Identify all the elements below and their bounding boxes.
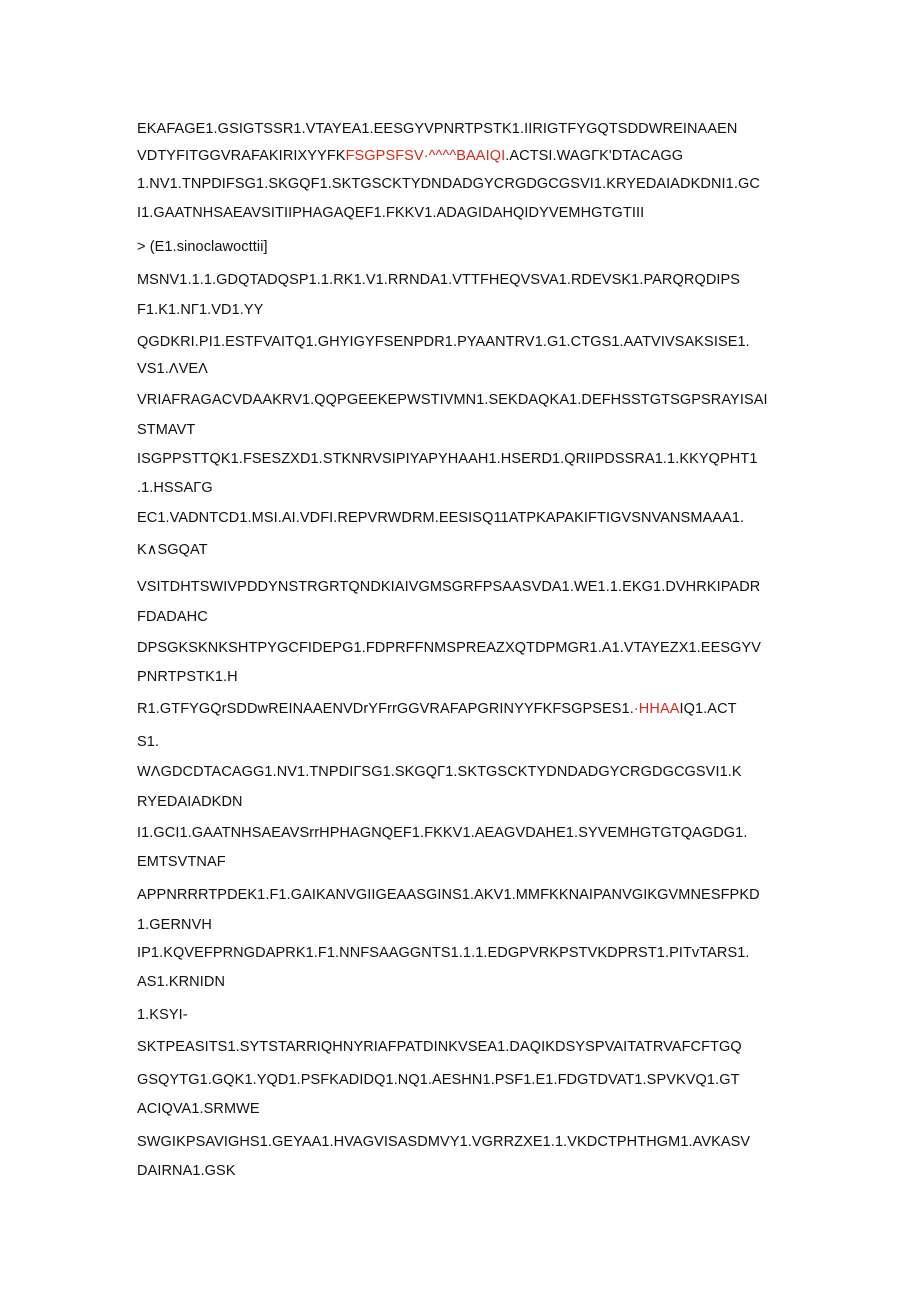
text-line: DAIRNA1.GSK — [137, 1163, 236, 1179]
text-segment: VDTYFITGGVRAFAKIRIXYYFK — [137, 148, 346, 164]
text-line: EKAFAGE1.GSIGTSSR1.VTAYEA1.EESGYVPNRTPSTK1.IIRIGTFYGQTSDDWREINAAEN — [137, 121, 738, 137]
text-line: I1.GAATNHSAEAVSITIIPHAGAQEF1.FKKV1.ADAGIDAHQIDYVEMHGTGTIII — [137, 205, 645, 221]
text-line: APPNRRRTPDEK1.F1.GAIKANVGIIGEAASGINS1.AKV1.MMFKKNAIPANVGIKGVMNESFPKD — [137, 887, 760, 903]
text-line — [137, 147, 797, 165]
text-line: I1.GCI1.GAATNHSAEAVSrrHPHAGNQEF1.FKKV1.AEAGVDAHE1.SYVEMHGTGTQAGDG1. — [137, 825, 748, 841]
text-line: STMAVT — [137, 422, 196, 438]
text-line: VSITDHTSWIVPDDYNSTRGRTQNDKIAIVGMSGRFPSAASVDA1.WE1.1.EKG1.DVHRKIPADR — [137, 579, 761, 595]
text-line: EC1.VADNTCD1.MSI.AI.VDFI.REPVRWDRM.EESISQ11ATPKAPAKIFTIGVSNVANSMAAA1. — [137, 510, 745, 526]
text-line: ACIQVA1.SRMWE — [137, 1101, 260, 1117]
text-line: IP1.KQVEFPRNGDAPRK1.F1.NNFSAAGGNTS1.1.1.EDGPVRKPSTVKDPRST1.PITvTARS1. — [137, 945, 750, 961]
text-line: 1.GERNVH — [137, 917, 212, 933]
text-line: WΛGDCDTACAGG1.NV1.TNPDIΓSG1.SKGQΓ1.SKTGSCKTYDNDADGYCRGDGCGSVI1.K — [137, 764, 742, 780]
text-line: VRIAFRAGACVDAAKRV1.QQPGEEKEPWSTIVMN1.SEKDAQKA1.DEFHSSTGTSGPSRAYISAI — [137, 392, 768, 408]
text-line: 1.KSYI- — [137, 1007, 188, 1023]
text-line: GSQYTG1.GQK1.YQD1.PSFKADIDQ1.NQ1.AESHN1.PSF1.E1.FDGTDVAT1.SPVKVQ1.GT — [137, 1072, 740, 1088]
text-segment: R1.GTFYGQrSDDwREINAAENVDrYFrrGGVRAFAPGRINYYFKFSGPSES1. — [137, 701, 634, 717]
text-line: > (E1.sinoclawocttii] — [137, 239, 268, 255]
text-line: MSNV1.1.1.GDQTADQSP1.1.RK1.V1.RRNDA1.VTTFHEQVSVA1.RDEVSK1.PARQRQDIPS — [137, 272, 741, 288]
text-line: DPSGKSKNKSHTPYGCFIDEPG1.FDPRFFNMSPREAZXQTDPMGR1.A1.VTAYEZX1.EESGYV — [137, 640, 762, 656]
text-segment: IQ1.ACT — [679, 701, 737, 717]
text-line: RYEDAIADKDN — [137, 794, 243, 810]
text-line: SWGIKPSAVIGHS1.GEYAA1.HVAGVISASDMVY1.VGRRZXE1.1.VKDCTPHTHGM1.AVKASV — [137, 1134, 751, 1150]
text-line: PNRTPSTK1.H — [137, 669, 238, 685]
text-segment: .ACTSI.WAGΓK'DTACAGG — [505, 148, 684, 164]
text-line: S1. — [137, 734, 160, 750]
text-line: ISGPPSTTQK1.FSESZXD1.STKNRVSIPIYAPYHAAH1.HSERD1.QRIIPDSSRA1.1.KKYQPHT1 — [137, 451, 758, 467]
text-line: 1.NV1.TNPDIFSG1.SKGQF1.SKTGSCKTYDNDADGYCRGDGCGSVI1.KRYEDAIADKDNI1.GC — [137, 176, 760, 192]
text-line: .1.HSSAΓG — [137, 480, 213, 496]
text-line: AS1.KRNIDN — [137, 974, 226, 990]
text-line — [137, 700, 797, 718]
text-line: F1.K1.NΓ1.VD1.YY — [137, 302, 264, 318]
text-line: SKTPEASITS1.SYTSTARRIQHNYRIAFPATDINKVSEA1.DAQIKDSYSPVAITATRVAFCFTGQ — [137, 1039, 742, 1055]
highlighted-segment: ·HHAA — [633, 701, 680, 717]
text-line: K∧SGQAT — [137, 542, 208, 558]
text-line: VS1.ΛVEΛ — [137, 361, 208, 377]
text-line: EMTSVTNAF — [137, 854, 226, 870]
highlighted-segment: FSGPSFSV·^^^^BAAIQI — [345, 148, 506, 164]
text-line: FDADAHC — [137, 609, 208, 625]
text-line: QGDKRI.PI1.ESTFVAITQ1.GHYIGYFSENPDR1.PYAANTRV1.G1.CTGS1.AATVIVSAKSISE1. — [137, 334, 750, 350]
